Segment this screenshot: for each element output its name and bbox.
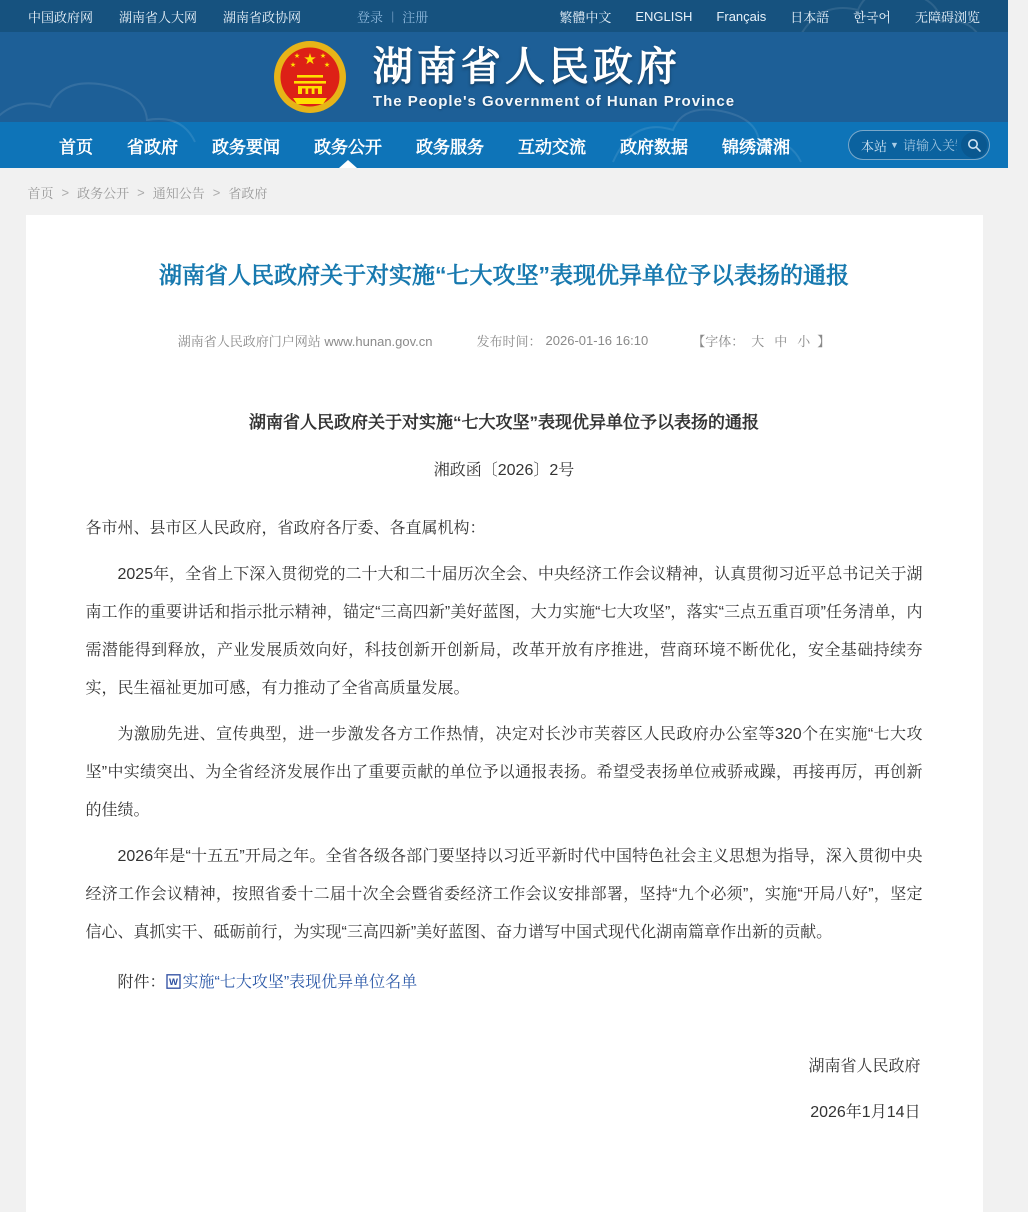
svg-text:★: ★ <box>293 53 301 60</box>
lang-japanese[interactable]: 日本語 <box>790 9 830 25</box>
svg-text:★: ★ <box>319 53 327 60</box>
nav-provincial-government[interactable]: 省政府 <box>127 137 178 157</box>
sign-date: 2026年1月14日 <box>810 1104 921 1122</box>
font-label-open: 【字体： <box>692 334 745 350</box>
lang-french[interactable]: Français <box>716 8 767 24</box>
accessibility-link[interactable]: 无障碍浏览 <box>914 9 980 25</box>
publish-time-label: 发布时间： <box>476 334 542 350</box>
svg-text:★: ★ <box>289 62 297 69</box>
site-banner <box>0 32 1008 122</box>
national-emblem-icon <box>273 40 347 114</box>
font-size-medium-button[interactable]: 中 <box>774 334 788 350</box>
nav-interaction[interactable]: 互动交流 <box>518 137 586 157</box>
page-title: 湖南省人民政府关于对实施“七大攻坚”表现优异单位予以表扬的通报 <box>159 262 849 288</box>
document-title: 湖南省人民政府关于对实施“七大攻坚”表现优异单位予以表扬的通报 <box>249 413 759 433</box>
nav-government-affairs-disclosure[interactable] <box>297 122 399 168</box>
link-hunan-cppcc[interactable]: 湖南省政协网 <box>223 9 302 25</box>
breadcrumb-separator: > <box>212 185 221 200</box>
auth-links <box>357 7 428 26</box>
login-link[interactable]: 登录 <box>357 9 384 25</box>
active-tab-indicator <box>339 160 357 168</box>
breadcrumb-notices[interactable]: 通知公告 <box>152 186 205 201</box>
search-scope-label: 本站 <box>861 138 888 154</box>
font-size-controls <box>692 331 830 350</box>
svg-text:★: ★ <box>323 62 331 69</box>
paragraph: 2025年，全省上下深入贯彻党的二十大和二十届历次全会、中央经济工作会议精神，认真贯彻习近平总书记关于湖南工作的重要讲话和指示批示精神，锚定“三高四新”美好蓝图，大力实施“七大攻坚”，落实“三点五重百项”任务清单，内需潜能得到释放，产业发展质效向好，科技创新开创新局，改革开放有序推进，营商环境不断优化，安全基础持续夯实，民生福祉更加可感，有力推动了全省高质量发展。 <box>85 566 923 698</box>
publish-time-group <box>477 331 649 350</box>
search-scope-dropdown[interactable] <box>861 136 899 155</box>
search-button[interactable] <box>961 132 987 158</box>
chevron-down-icon: ▼ <box>890 140 899 150</box>
topbar-site-links <box>28 7 428 26</box>
lang-traditional-chinese[interactable]: 繁體中文 <box>559 9 612 25</box>
lang-english[interactable]: ENGLISH <box>635 8 693 24</box>
breadcrumb-separator: > <box>61 185 70 200</box>
search-input[interactable] <box>899 138 961 153</box>
link-china-gov[interactable]: 中国政府网 <box>28 9 94 25</box>
divider: | <box>391 9 395 23</box>
attachment-link[interactable] <box>166 974 418 991</box>
attachment-row <box>86 964 923 1002</box>
svg-text:★: ★ <box>303 51 317 68</box>
word-doc-icon <box>166 974 181 989</box>
font-size-small-button[interactable]: 小 <box>797 334 811 350</box>
breadcrumb-separator: > <box>137 185 145 200</box>
lang-korean[interactable]: 한국어 <box>853 9 891 25</box>
document-text <box>86 510 923 952</box>
breadcrumb-disclosure[interactable]: 政务公开 <box>77 186 130 201</box>
site-name-en: The People's Government of Hunan Province <box>372 92 736 110</box>
salutation: 各市州、县市区人民政府，省政府各厅委、各直属机构： <box>85 520 486 538</box>
nav-government-services[interactable]: 政务服务 <box>416 137 484 157</box>
top-utility-bar <box>0 0 1008 32</box>
font-label-close: 】 <box>817 334 831 350</box>
document-body <box>86 408 923 1132</box>
nav-label: 政务公开 <box>314 137 382 157</box>
search-icon <box>967 138 981 152</box>
attachment-link-text: 实施“七大攻坚”表现优异单位名单 <box>182 974 418 992</box>
publish-time-value: 2026-01-16 16:10 <box>545 333 649 349</box>
signature-block <box>86 1048 923 1132</box>
breadcrumb-home[interactable]: 首页 <box>27 186 54 201</box>
nav-government-data[interactable]: 政府数据 <box>620 137 688 157</box>
register-link[interactable]: 注册 <box>402 9 429 25</box>
breadcrumb-container <box>26 168 983 215</box>
paragraph: 2026年是“十五五”开局之年。全省各级各部门要坚持以习近平新时代中国特色社会主义思想为指导，深入贯彻中央经济工作会议精神，按照省委十二届十次全会暨省委经济工作会议安排部署，坚持“九个必须”，实施“开局八好”，坚定信心、真抓实干、砥砺前行，为实现“三高四新”美好蓝图、奋力谱写中国式现代化湖南篇章作出新的贡献。 <box>85 848 923 942</box>
article-source: 湖南省人民政府门户网站 www.hunan.gov.cn <box>177 334 433 350</box>
site-name-cn: 湖南省人民政府 <box>372 44 681 89</box>
font-size-large-button[interactable]: 大 <box>751 334 765 350</box>
signer: 湖南省人民政府 <box>808 1058 921 1076</box>
attachment-label: 附件： <box>117 974 166 992</box>
article-meta <box>86 331 923 350</box>
breadcrumb-current[interactable]: 省政府 <box>228 186 268 201</box>
breadcrumb <box>28 183 981 202</box>
nav-splendid-xiaoxiang[interactable]: 锦绣潇湘 <box>722 137 790 157</box>
nav-home[interactable]: 首页 <box>59 137 93 157</box>
svg-text:W: W <box>168 977 178 989</box>
document-number: 湘政函〔2026〕2号 <box>433 462 575 480</box>
nav-government-news[interactable]: 政务要闻 <box>212 137 280 157</box>
main-navigation <box>0 122 1008 168</box>
link-hunan-npc[interactable]: 湖南省人大网 <box>119 9 198 25</box>
paragraph: 为激励先进、宣传典型，进一步激发各方工作热情，决定对长沙市芙蓉区人民政府办公室等320个在实施“七大攻坚”中实绩突出、为全省经济发展作出了重要贡献的单位予以通报表扬。希望受表扬单位戒骄戒躁，再接再厉，再创新的佳绩。 <box>85 726 923 820</box>
site-search <box>848 130 990 160</box>
article-card <box>26 215 983 1212</box>
